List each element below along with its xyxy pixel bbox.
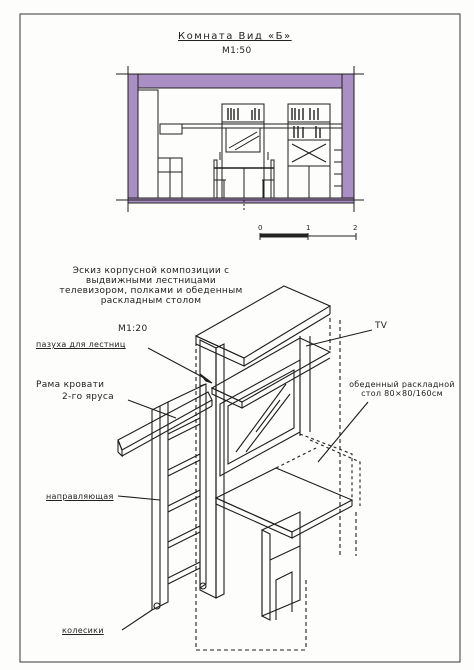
label-folding-table: обеденный раскладной стол 80×80/160см — [349, 380, 455, 398]
label-bed-frame: Рама кровати — [36, 380, 105, 390]
sketch-table-top — [216, 468, 352, 532]
scale-tick-1: 1 — [306, 224, 311, 232]
ceiling-wall-band — [128, 74, 354, 88]
sketch-scale: М1:20 — [118, 324, 148, 334]
drawing-title: Комната Вид «Б» — [178, 31, 292, 42]
room-elevation — [116, 66, 364, 212]
label-wheels: колесики — [62, 626, 104, 635]
axonometric-sketch — [118, 286, 372, 650]
scale-tick-2: 2 — [353, 224, 358, 232]
sketch-tv-panel — [220, 360, 300, 476]
label-tv: TV — [375, 321, 388, 331]
scale-bar — [260, 233, 356, 240]
label-pazukha: пазуха для лестниц — [36, 340, 126, 349]
sheet-border — [20, 14, 460, 662]
scale-tick-0: 0 — [258, 224, 263, 232]
sketch-title: Эскиз корпусной композиции с выдвижными лестницами телевизором, полками и обеденным раскладным столом — [59, 266, 243, 306]
left-wall-band — [128, 74, 138, 200]
label-guide-rail: направляющая — [46, 492, 114, 501]
drawing-scale: М1:50 — [222, 46, 252, 56]
right-wall-band — [342, 74, 354, 200]
label-tier: 2-го яруса — [62, 392, 114, 402]
